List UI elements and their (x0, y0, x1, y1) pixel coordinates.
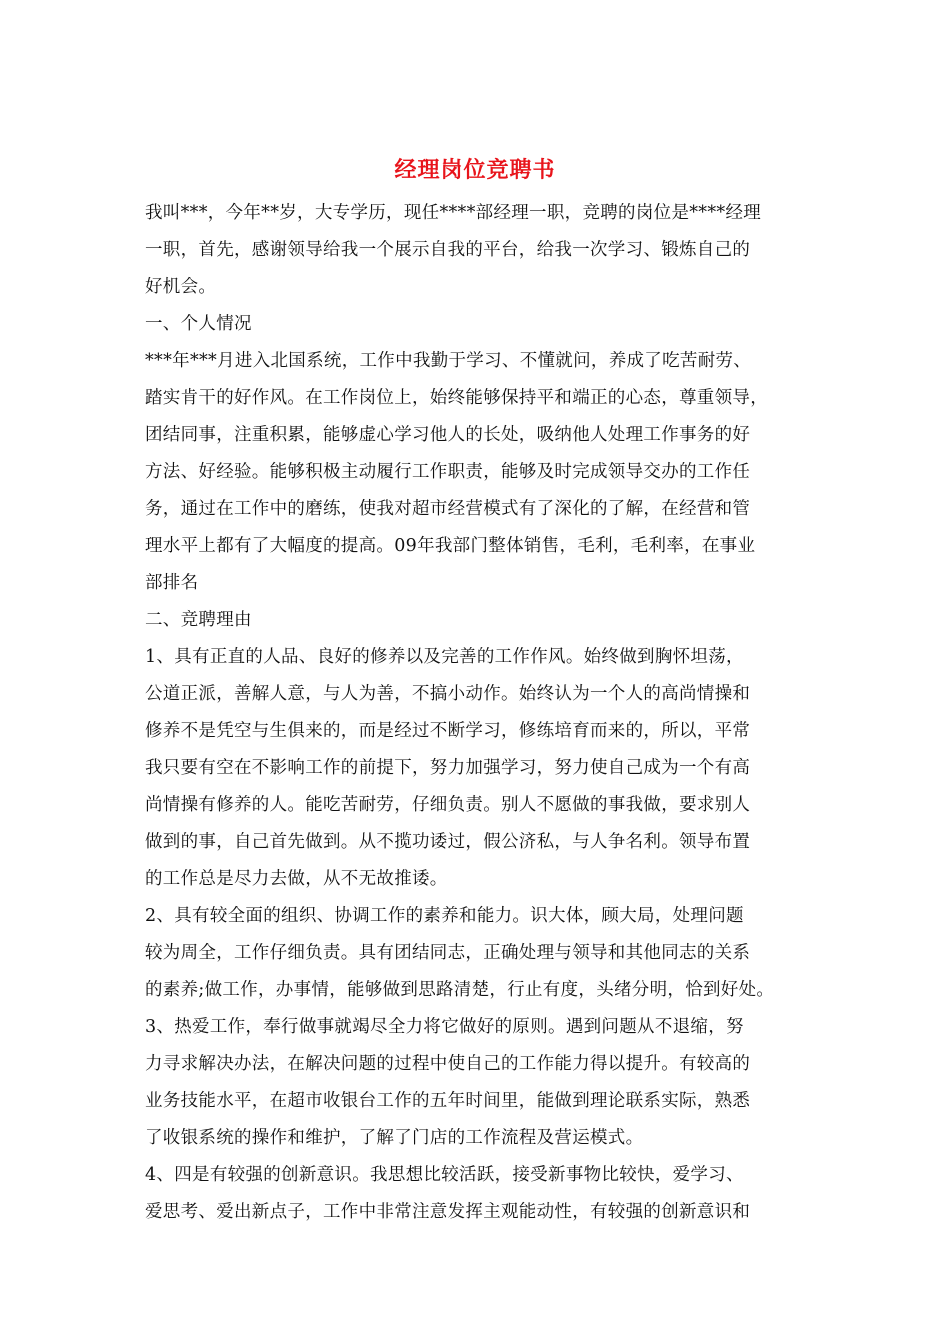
body-line: 公道正派，善解人意，与人为善，不搞小动作。始终认为一个人的高尚情操和 (145, 684, 751, 704)
body-line: 务，通过在工作中的磨练，使我对超市经营模式有了深化的了解，在经营和管 (145, 499, 751, 519)
body-line: 我只要有空在不影响工作的前提下，努力加强学习，努力使自己成为一个有高 (145, 758, 751, 778)
body-line: 2、具有较全面的组织、协调工作的素养和能力。识大体，顾大局，处理问题 (145, 906, 744, 926)
body-line: 团结同事，注重积累，能够虚心学习他人的长处，吸纳他人处理工作事务的好 (145, 425, 751, 445)
body-line: 踏实肯干的好作风。在工作岗位上，始终能够保持平和端正的心态，尊重领导， (145, 388, 768, 408)
body-line: 一职，首先，感谢领导给我一个展示自我的平台，给我一次学习、锻炼自己的 (145, 240, 751, 260)
body-line: 尚情操有修养的人。能吃苦耐劳，仔细负责。别人不愿做的事我做，要求别人 (145, 795, 751, 815)
body-line: 的工作总是尽力去做，从不无故推诿。 (145, 869, 448, 889)
body-line: 业务技能水平，在超市收银台工作的五年时间里，能做到理论联系实际，熟悉 (145, 1091, 751, 1111)
body-line: 较为周全，工作仔细负责。具有团结同志，正确处理与领导和其他同志的关系 (145, 943, 751, 963)
body-line: 的素养;做工作，办事情，能够做到思路清楚，行止有度，头绪分明，恰到好处。 (145, 980, 775, 1000)
body-line: 1、具有正直的人品、良好的修养以及完善的工作作风。始终做到胸怀坦荡， (145, 647, 744, 667)
document-title: 经理岗位竞聘书 (394, 157, 556, 183)
body-line: 理水平上都有了大幅度的提高。09年我部门整体销售，毛利，毛利率，在事业 (145, 536, 756, 556)
body-line: 爱思考、爱出新点子，工作中非常注意发挥主观能动性，有较强的创新意识和 (145, 1202, 751, 1222)
section-heading: 一、个人情况 (145, 314, 252, 334)
body-line: 修养不是凭空与生俱来的，而是经过不断学习，修练培育而来的，所以，平常 (145, 721, 751, 741)
body-line: 我叫***，今年**岁，大专学历，现任****部经理一职，竞聘的岗位是****经理 (145, 203, 762, 223)
body-line: 力寻求解决办法，在解决问题的过程中使自己的工作能力得以提升。有较高的 (145, 1054, 751, 1074)
body-line: 3、热爱工作，奉行做事就竭尽全力将它做好的原则。遇到问题从不退缩，努 (145, 1017, 744, 1037)
section-heading: 二、竞聘理由 (145, 610, 252, 630)
body-line: ***年***月进入北国系统，工作中我勤于学习、不懂就问，养成了吃苦耐劳、 (145, 351, 752, 371)
body-line: 做到的事，自己首先做到。从不揽功诿过，假公济私，与人争名利。领导布置 (145, 832, 751, 852)
body-line: 了收银系统的操作和维护，了解了门店的工作流程及营运模式。 (145, 1128, 644, 1148)
body-line: 部排名 (145, 573, 199, 593)
body-line: 4、四是有较强的创新意识。我思想比较活跃，接受新事物比较快，爱学习、 (145, 1165, 744, 1185)
body-line: 方法、好经验。能够积极主动履行工作职责，能够及时完成领导交办的工作任 (145, 462, 751, 482)
body-line: 好机会。 (145, 277, 217, 297)
